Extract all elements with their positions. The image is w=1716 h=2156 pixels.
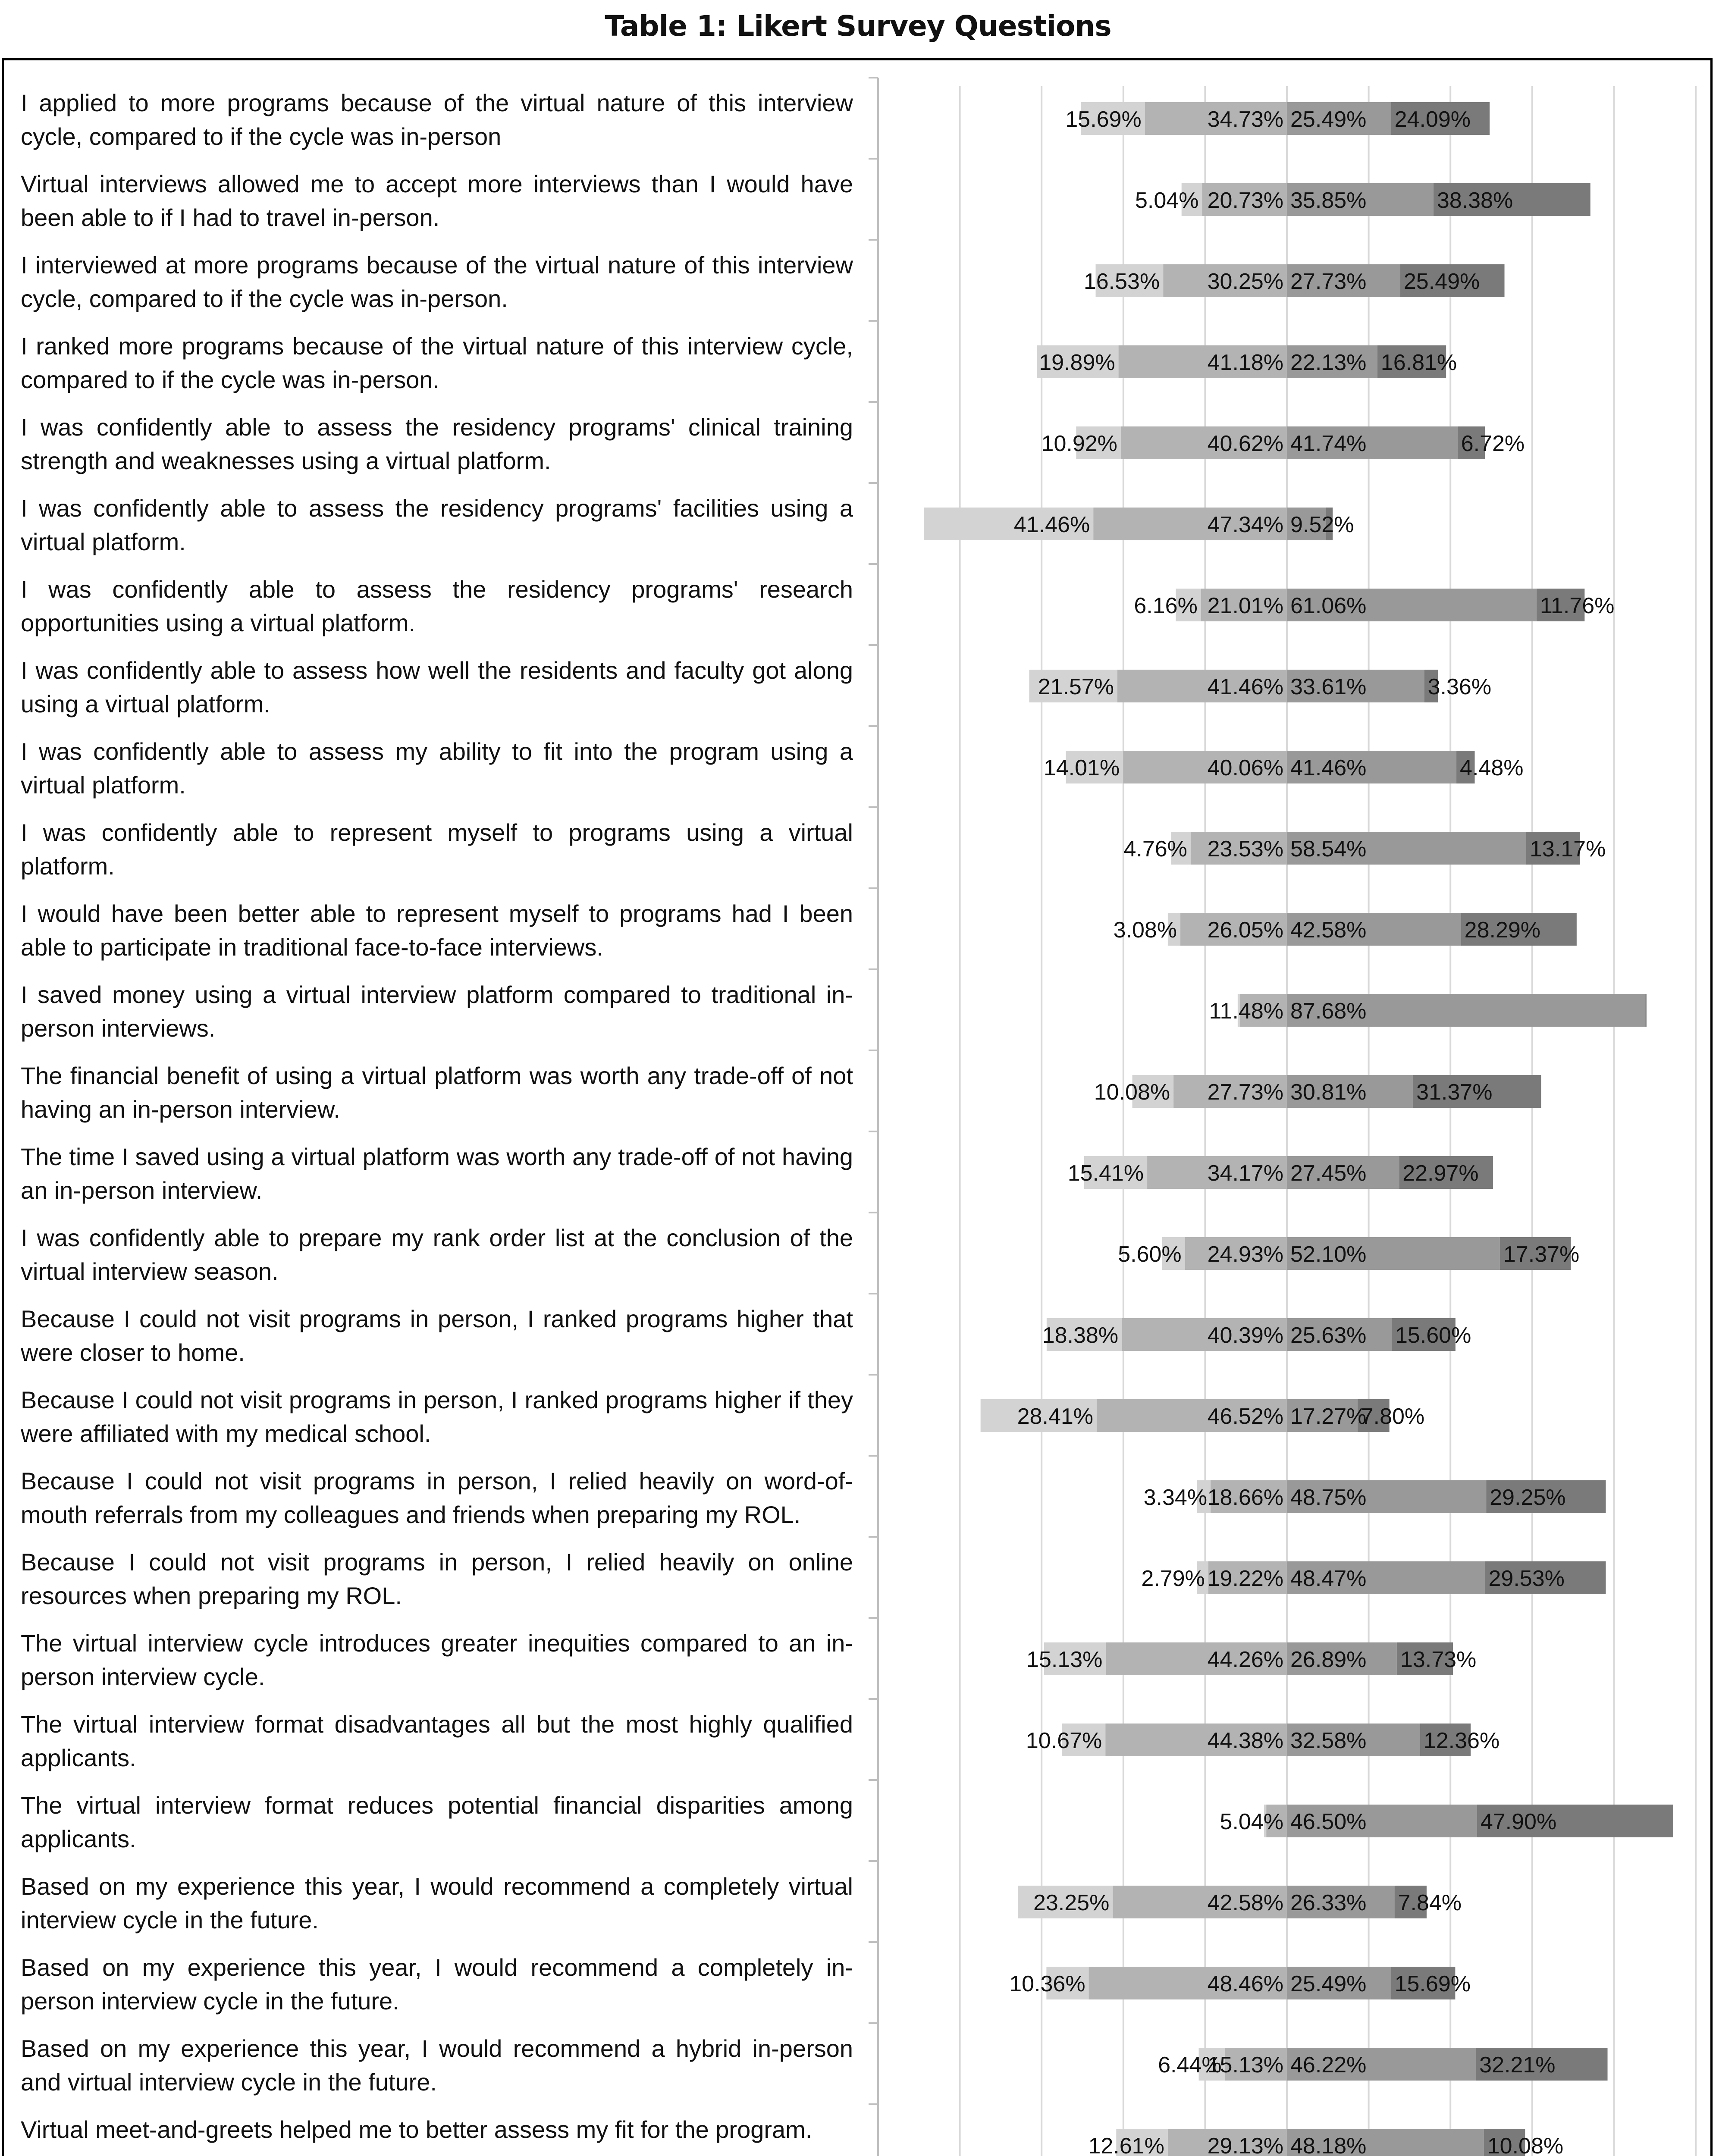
question-text: Because I could not visit programs in person, I relied heavily on online resources when preparing my ROL. [21, 1548, 853, 1609]
data-label: 28.29% [1464, 918, 1541, 943]
data-label: 30.25% [1207, 269, 1283, 294]
data-label: 6.44% [1158, 2053, 1222, 2078]
data-label: 21.57% [1038, 674, 1114, 699]
data-label: 25.49% [1290, 107, 1367, 132]
data-label: 25.63% [1290, 1323, 1367, 1348]
data-label: 15.69% [1065, 107, 1142, 132]
data-label: 47.34% [1207, 512, 1283, 537]
question-text: The financial benefit of using a virtual platform was worth any trade-off of not having an in-person interview. [21, 1062, 853, 1123]
question-text: I ranked more programs because of the virtual nature of this interview cycle, compared to if the cycle was in-person. [21, 332, 853, 393]
data-label: 10.08% [1094, 1080, 1170, 1105]
data-label: 46.22% [1290, 2053, 1367, 2078]
question-text: I was confidently able to assess the residency programs' research opportunities using a virtual platform. [21, 576, 853, 636]
data-label: 14.01% [1043, 755, 1120, 780]
data-label: 15.69% [1394, 1971, 1471, 1996]
question-text: Because I could not visit programs in person, I relied heavily on word-of-mouth referrals from my colleagues and friends when preparing my ROL. [21, 1467, 853, 1528]
question-text: Because I could not visit programs in person, I ranked programs higher if they were affiliated with my medical school. [21, 1386, 853, 1447]
question-text: I saved money using a virtual interview platform compared to traditional in-person interviews. [21, 981, 853, 1042]
data-label: 18.38% [1042, 1323, 1119, 1348]
data-label: 25.49% [1403, 269, 1480, 294]
data-label: 6.72% [1461, 431, 1525, 456]
data-label: 4.48% [1460, 755, 1524, 780]
data-label: 18.66% [1207, 1485, 1283, 1510]
chart-title: Table 1: Likert Survey Questions [605, 9, 1111, 43]
data-label: 58.54% [1290, 837, 1367, 862]
data-label: 52.10% [1290, 1242, 1367, 1267]
question-text: The time I saved using a virtual platform was worth any trade-off of not having an in-person interview. [21, 1143, 853, 1204]
data-label: 44.26% [1207, 1647, 1283, 1672]
question-text: I was confidently able to assess the residency programs' facilities using a virtual platform. [21, 495, 853, 555]
data-label: 87.68% [1290, 999, 1367, 1024]
data-label: 20.73% [1207, 188, 1283, 213]
data-label: 41.46% [1207, 674, 1283, 699]
data-label: 5.04% [1220, 1809, 1283, 1834]
data-label: 17.37% [1503, 1242, 1580, 1267]
data-label: 11.48% [1209, 999, 1283, 1024]
data-label: 10.92% [1041, 431, 1117, 456]
data-label: 17.27% [1290, 1404, 1367, 1429]
data-label: 5.04% [1135, 188, 1199, 213]
data-label: 3.36% [1427, 674, 1492, 699]
data-label: 44.38% [1207, 1728, 1283, 1753]
data-label: 12.61% [1088, 2134, 1164, 2156]
data-label: 41.18% [1207, 350, 1283, 375]
data-label: 24.93% [1207, 1242, 1283, 1267]
data-label: 32.58% [1290, 1728, 1367, 1753]
data-label: 2.79% [1141, 1566, 1205, 1591]
question-text: Virtual interviews allowed me to accept more interviews than I would have been able to if I had to travel in-person. [21, 170, 853, 231]
data-label: 22.13% [1290, 350, 1367, 375]
data-label: 4.76% [1123, 837, 1187, 862]
data-label: 10.67% [1026, 1728, 1102, 1753]
data-label: 40.62% [1207, 431, 1283, 456]
data-label: 41.46% [1290, 755, 1367, 780]
question-text: Based on my experience this year, I would recommend a hybrid in-person and virtual interview cycle in the future. [21, 2035, 853, 2096]
data-label: 6.16% [1134, 593, 1198, 618]
data-label: 47.90% [1480, 1809, 1557, 1834]
data-label: 7.80% [1361, 1404, 1425, 1429]
data-label: 13.73% [1400, 1647, 1477, 1672]
data-label: 27.73% [1290, 269, 1367, 294]
data-label: 28.41% [1017, 1404, 1093, 1429]
bar-strongly-agree [1645, 994, 1647, 1027]
data-label: 61.06% [1290, 593, 1367, 618]
data-label: 40.06% [1207, 755, 1283, 780]
data-label: 33.61% [1290, 674, 1367, 699]
data-label: 41.46% [1013, 512, 1090, 537]
question-text: I was confidently able to assess how well the residents and faculty got along using a virtual platform. [21, 657, 853, 718]
question-text: The virtual interview format reduces potential financial disparities among applicants. [21, 1792, 853, 1852]
data-label: 9.52% [1290, 512, 1354, 537]
data-label: 15.60% [1395, 1323, 1471, 1348]
question-text: Based on my experience this year, I would recommend a completely virtual interview cycle in the future. [21, 1873, 853, 1934]
data-label: 29.13% [1207, 2134, 1283, 2156]
data-label: 40.39% [1207, 1323, 1283, 1348]
data-label: 48.18% [1290, 2134, 1367, 2156]
data-label: 5.60% [1118, 1242, 1182, 1267]
data-label: 21.01% [1207, 593, 1283, 618]
data-label: 32.21% [1479, 2053, 1556, 2078]
data-label: 10.08% [1487, 2134, 1564, 2156]
question-text: I was confidently able to assess the residency programs' clinical training strength and weaknesses using a virtual platform. [21, 414, 853, 474]
data-label: 15.13% [1026, 1647, 1103, 1672]
data-label: 35.85% [1290, 188, 1367, 213]
data-label: 23.25% [1033, 1890, 1110, 1915]
data-label: 46.50% [1290, 1809, 1367, 1834]
data-label: 27.73% [1207, 1080, 1283, 1105]
question-text: Based on my experience this year, I would recommend a completely in-person interview cycle in the future. [21, 1954, 853, 2015]
data-label: 41.74% [1290, 431, 1367, 456]
data-label: 27.45% [1290, 1161, 1367, 1186]
data-label: 30.81% [1290, 1080, 1367, 1105]
data-label: 13.17% [1529, 837, 1606, 862]
question-text: Virtual meet-and-greets helped me to better assess my fit for the program. [21, 2116, 813, 2143]
data-label: 12.36% [1423, 1728, 1500, 1753]
data-label: 15.41% [1067, 1161, 1144, 1186]
question-text: I was confidently able to represent myself to programs using a virtual platform. [21, 819, 853, 880]
data-label: 26.05% [1207, 918, 1283, 943]
data-label: 3.34% [1143, 1485, 1208, 1510]
data-label: 3.08% [1113, 918, 1177, 943]
data-label: 31.37% [1416, 1080, 1493, 1105]
data-label: 48.46% [1207, 1971, 1283, 1996]
data-label: 19.22% [1207, 1566, 1283, 1591]
data-label: 11.76% [1540, 593, 1615, 618]
data-label: 48.75% [1290, 1485, 1367, 1510]
data-label: 46.52% [1207, 1404, 1283, 1429]
data-label: 24.09% [1394, 107, 1471, 132]
data-label: 10.36% [1009, 1971, 1085, 1996]
question-text: I was confidently able to prepare my rank order list at the conclusion of the virtual interview season. [21, 1224, 853, 1285]
data-label: 19.89% [1039, 350, 1115, 375]
data-label: 22.97% [1402, 1161, 1479, 1186]
data-label: 29.25% [1490, 1485, 1566, 1510]
question-text: I applied to more programs because of the virtual nature of this interview cycle, compared to if the cycle was in-person [21, 89, 853, 150]
question-text: I would have been better able to represent myself to programs had I been able to participate in traditional face-to-face interviews. [21, 900, 853, 961]
data-label: 38.38% [1437, 188, 1513, 213]
data-label: 34.73% [1207, 107, 1283, 132]
data-label: 42.58% [1290, 918, 1367, 943]
question-text: The virtual interview cycle introduces greater inequities compared to an in-person interview cycle. [21, 1630, 853, 1690]
question-text: I interviewed at more programs because of the virtual nature of this interview cycle, compared to if the cycle was in-person. [21, 251, 853, 312]
question-text: Because I could not visit programs in person, I ranked programs higher that were closer to home. [21, 1305, 853, 1366]
question-text: I was confidently able to assess my ability to fit into the program using a virtual platform. [21, 738, 853, 799]
data-label: 48.47% [1290, 1566, 1367, 1591]
data-label: 42.58% [1207, 1890, 1283, 1915]
data-label: 7.84% [1398, 1890, 1462, 1915]
data-label: 29.53% [1488, 1566, 1565, 1591]
data-label: 15.13% [1207, 2053, 1283, 2078]
question-text: The virtual interview format disadvantages all but the most highly qualified applicants. [21, 1711, 853, 1771]
data-label: 16.81% [1380, 350, 1457, 375]
data-label: 34.17% [1207, 1161, 1283, 1186]
data-label: 23.53% [1207, 837, 1283, 862]
data-label: 26.33% [1290, 1890, 1367, 1915]
data-label: 16.53% [1083, 269, 1160, 294]
data-label: 26.89% [1290, 1647, 1367, 1672]
data-label: 25.49% [1290, 1971, 1367, 1996]
